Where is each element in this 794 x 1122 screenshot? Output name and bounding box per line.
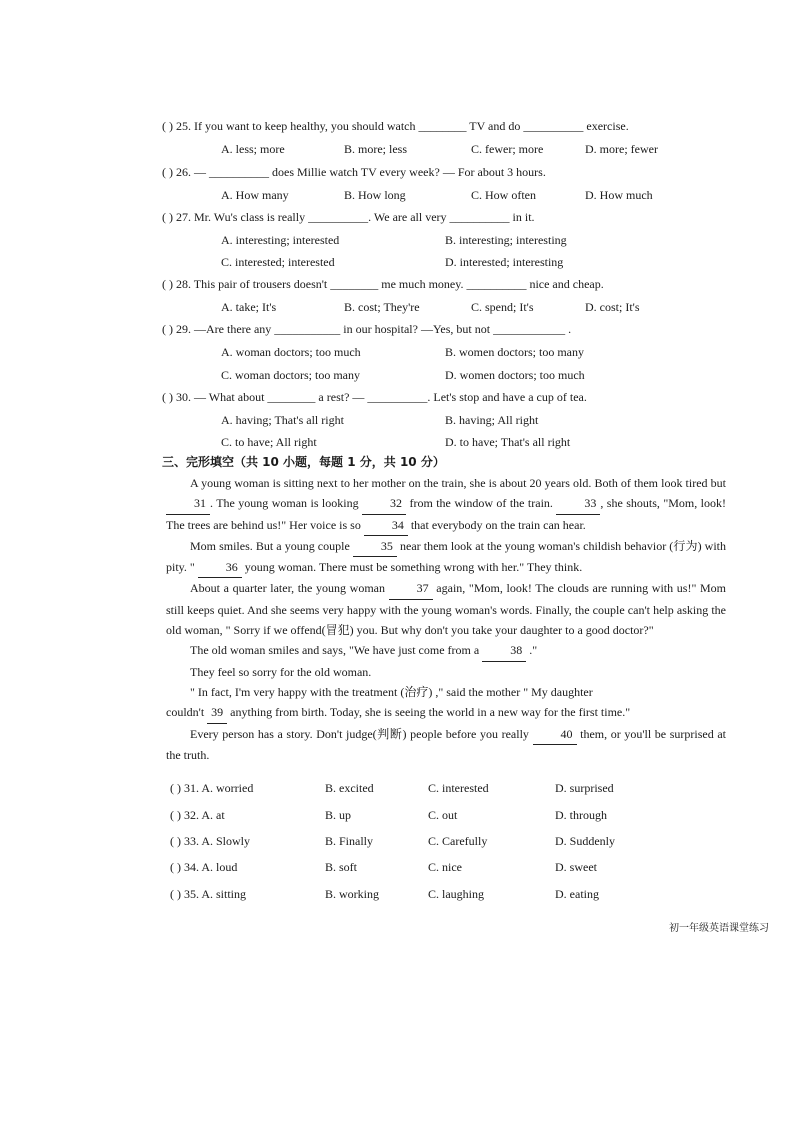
question-28-option-c: C. spend; It's — [471, 300, 534, 314]
passage-paragraph-7 — [166, 724, 726, 766]
question-29-option-a: A. woman doctors; too much — [221, 345, 361, 359]
question-30-option-b: B. having; All right — [445, 413, 539, 427]
question-25-option-c: C. fewer; more — [471, 142, 544, 156]
question-27-option-c: C. interested; interested — [221, 255, 335, 269]
cloze-34-option-a: ( ) 34. A. loud — [170, 860, 238, 874]
question-28-stem: ( ) 28. This pair of trousers doesn't ________ me much money. __________ nice and cheap. — [162, 277, 604, 291]
question-26-option-d: D. How much — [585, 188, 653, 202]
cloze-34-option-d: D. sweet — [555, 860, 597, 874]
cloze-34-option-c: C. nice — [428, 860, 462, 874]
question-30-option-d: D. to have; That's all right — [445, 435, 571, 449]
passage-text: from the window of the train. — [406, 496, 557, 511]
cloze-31-option-a: ( ) 31. A. worried — [170, 781, 254, 795]
question-29-stem: ( ) 29. —Are there any ___________ in our hospital? —Yes, but not ____________ . — [162, 322, 572, 336]
cloze-32-option-a: ( ) 32. A. at — [170, 808, 225, 822]
passage-paragraph-1 — [166, 473, 726, 536]
question-28-option-a: A. take; It's — [221, 300, 277, 314]
passage-paragraph-5: They feel so sorry for the old woman. — [190, 664, 372, 679]
question-25-stem: ( ) 25. If you want to keep healthy, you should watch ________ TV and do __________ exercise. — [162, 119, 629, 133]
question-25-option-d: D. more; fewer — [585, 142, 658, 156]
question-28-option-d: D. cost; It's — [585, 300, 640, 314]
passage-text: . The young woman is looking — [210, 496, 363, 511]
question-30-option-c: C. to have; All right — [221, 435, 317, 449]
cloze-31-option-b: B. excited — [325, 781, 374, 795]
question-29-option-b: B. women doctors; too many — [445, 345, 584, 359]
question-27-stem: ( ) 27. Mr. Wu's class is really __________. We are all very __________ in it. — [162, 210, 535, 224]
passage-paragraph-3 — [166, 578, 726, 640]
question-26-option-a: A. How many — [221, 188, 289, 202]
cloze-32-option-d: D. through — [555, 808, 607, 822]
passage-text: About a quarter later, the young woman — [190, 581, 389, 596]
cloze-35-option-d: D. eating — [555, 887, 599, 901]
question-29-option-c: C. woman doctors; too many — [221, 368, 360, 382]
blank-39: 39 — [207, 702, 227, 723]
page-footer: 初一年级英语课堂练习 — [669, 923, 769, 934]
blank-32: 32 — [362, 493, 406, 514]
question-27-option-b: B. interesting; interesting — [445, 233, 567, 247]
cloze-35-option-b: B. working — [325, 887, 379, 901]
question-28-option-b: B. cost; They're — [344, 300, 420, 314]
blank-40: 40 — [533, 724, 577, 745]
cloze-31-option-c: C. interested — [428, 781, 489, 795]
blank-34: 34 — [364, 515, 408, 536]
cloze-33-option-d: D. Suddenly — [555, 834, 615, 848]
cloze-33-option-a: ( ) 33. A. Slowly — [170, 834, 251, 848]
passage-paragraph-4 — [166, 640, 726, 661]
blank-37: 37 — [389, 578, 433, 599]
cloze-32-option-c: C. out — [428, 808, 458, 822]
cloze-31-option-d: D. surprised — [555, 781, 614, 795]
cloze-passage — [166, 473, 726, 765]
blank-33: 33 — [556, 493, 600, 514]
passage-text: couldn't — [166, 705, 208, 720]
passage-paragraph-6-cont — [166, 702, 726, 723]
question-30-stem: ( ) 30. — What about ________ a rest? — __________. Let's stop and have a cup of tea. — [162, 390, 587, 404]
question-26-option-c: C. How often — [471, 188, 536, 202]
blank-38: 38 — [482, 640, 526, 661]
cloze-33-option-c: C. Carefully — [428, 834, 488, 848]
passage-text: that everybody on the train can hear. — [407, 517, 586, 532]
passage-text: Every person has a story. Don't judge(判断) people before you really — [190, 726, 533, 741]
cloze-35-option-a: ( ) 35. A. sitting — [170, 887, 247, 901]
question-26-stem: ( ) 26. — __________ does Millie watch TV every week? — For about 3 hours. — [162, 165, 546, 179]
question-27-option-a: A. interesting; interested — [221, 233, 340, 247]
question-29-option-d: D. women doctors; too much — [445, 368, 585, 382]
question-27-option-d: D. interested; interesting — [445, 255, 564, 269]
cloze-33-option-b: B. Finally — [325, 834, 374, 848]
passage-text: A young woman is sitting next to her mother on the train, she is about 20 years old. Both of them look tired but — [190, 476, 726, 490]
passage-text: anything from birth. Today, she is seeing the world in a new way for the first time." — [227, 705, 631, 720]
passage-text: near them look at the young woman's childish behavior (行为) with pity. " — [166, 538, 727, 575]
question-26-option-b: B. How long — [344, 188, 406, 202]
passage-paragraph-2 — [166, 536, 726, 579]
passage-text: young woman. There must be something wrong with her." They think. — [241, 560, 583, 575]
cloze-35-option-c: C. laughing — [428, 887, 484, 901]
question-30-option-a: A. having; That's all right — [221, 413, 344, 427]
blank-35: 35 — [353, 536, 397, 557]
question-25-option-b: B. more; less — [344, 142, 407, 156]
blank-31: 31 — [166, 493, 210, 514]
blank-36: 36 — [198, 557, 242, 578]
cloze-32-option-b: B. up — [325, 808, 352, 822]
passage-text: them, or you'll be surprised at the truth. — [166, 726, 726, 762]
passage-text: The old woman smiles and says, "We have just come from a — [190, 643, 483, 658]
question-25-option-a: A. less; more — [221, 142, 285, 156]
passage-paragraph-6: " In fact, I'm very happy with the treatment (治疗) ," said the mother " My daughter — [190, 684, 593, 699]
passage-text: Mom smiles. But a young couple — [190, 538, 353, 553]
passage-text: , she shouts, "Mom, look! The trees are behind us!" Her voice is so — [166, 496, 726, 532]
cloze-34-option-b: B. soft — [325, 860, 358, 874]
passage-text: again, "Mom, look! The clouds are running with us!" Mom still keeps quiet. And she seems very happy with the young woman's words. Finally, the couple can't help asking the old woman, " Sorry if we offend(冒犯) you. But why don't you take your daughter to a good doctor?" — [166, 581, 726, 638]
section-3-title: 三、完形填空（共 10 小题，每题 1 分，共 10 分） — [162, 455, 445, 469]
passage-text: ." — [526, 643, 538, 658]
